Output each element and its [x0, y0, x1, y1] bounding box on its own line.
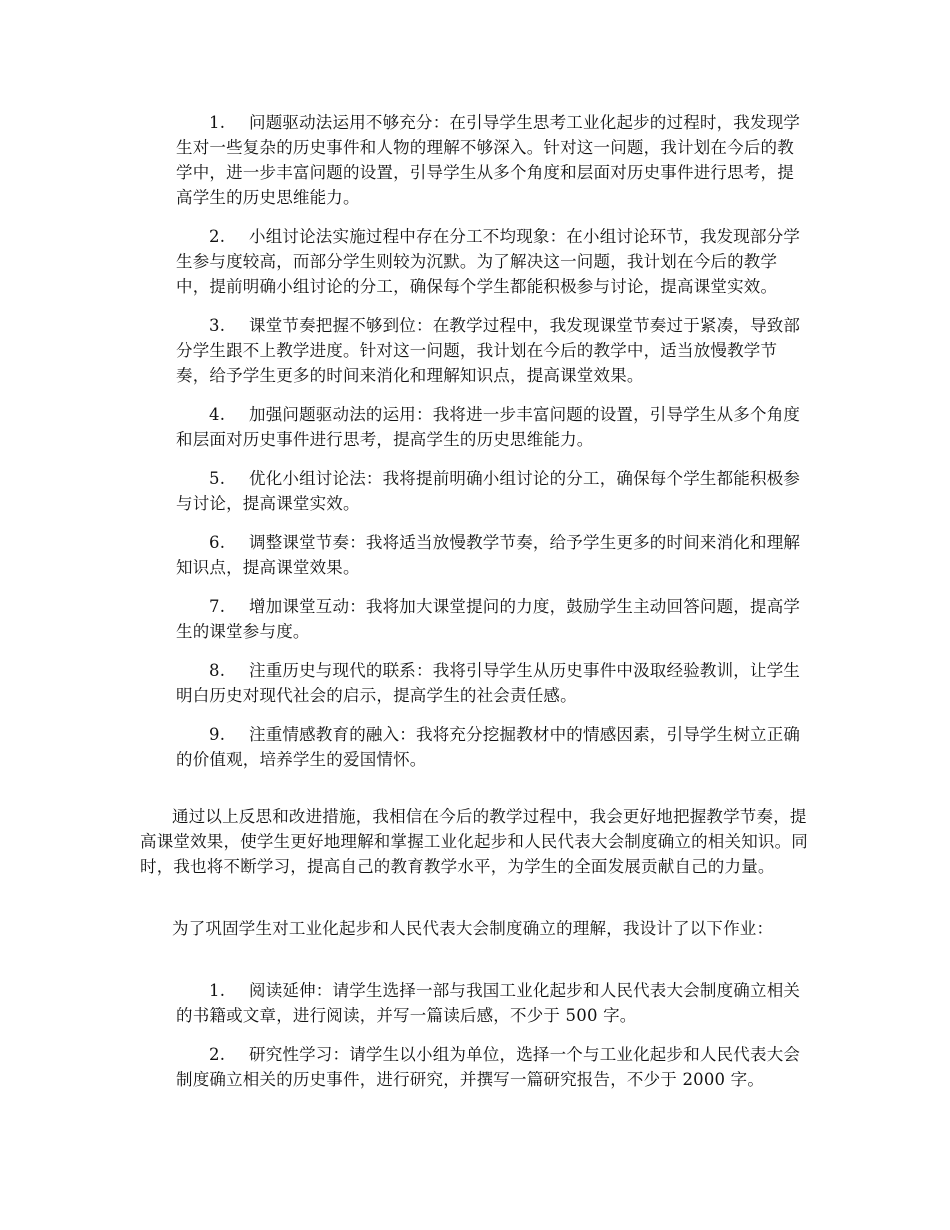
item-text: 增加课堂互动：我将加大课堂提问的力度，鼓励学生主动回答问题，提高学生的课堂参与度。 [176, 597, 801, 641]
item-text: 研究性学习：请学生以小组为单位，选择一个与工业化起步和人民代表大会制度确立相关的历史事件，进行研究，并撰写一篇研究报告，不少于 2000 字。 [176, 1045, 801, 1089]
item-number: 6. [209, 533, 226, 552]
item-text: 课堂节奏把握不够到位：在教学过程中，我发现课堂节奏过于紧凑，导致部分学生跟不上教学进度。针对这一问题，我计划在今后的教学中，适当放慢教学节奏，给予学生更多的时间来消化和理解知识点，提高课堂效果。 [176, 316, 801, 385]
item-number: 2. [209, 227, 226, 246]
list-item [176, 402, 810, 452]
item-number: 9. [209, 725, 226, 744]
item-number: 2. [209, 1045, 226, 1064]
item-text: 调整课堂节奏：我将适当放慢教学节奏，给予学生更多的时间来消化和理解知识点，提高课堂效果。 [176, 533, 801, 577]
homework-intro-paragraph: 为了巩固学生对工业化起步和人民代表大会制度确立的理解，我设计了以下作业： [172, 919, 774, 938]
list-item [176, 313, 810, 388]
list-item [176, 722, 810, 772]
list-item [176, 594, 810, 644]
item-text: 阅读延伸：请学生选择一部与我国工业化起步和人民代表大会制度确立相关的书籍或文章，进行阅读，并写一篇读后感，不少于 500 字。 [176, 981, 801, 1025]
list-item [176, 466, 810, 516]
list-item [176, 1042, 810, 1092]
item-text: 优化小组讨论法：我将提前明确小组讨论的分工，确保每个学生都能积极参与讨论，提高课堂实效。 [176, 469, 801, 513]
item-text: 加强问题驱动法的运用：我将进一步丰富问题的设置，引导学生从多个角度和层面对历史事件进行思考，提高学生的历史思维能力。 [176, 405, 801, 449]
list-item [176, 530, 810, 580]
item-number: 3. [209, 316, 226, 335]
homework-list [176, 978, 810, 1106]
reflection-list [176, 110, 810, 786]
item-text: 问题驱动法运用不够充分：在引导学生思考工业化起步的过程时，我发现学生对一些复杂的历史事件和人物的理解不够深入。针对这一问题，我计划在今后的教学中，进一步丰富问题的设置，引导学生从多个角度和层面对历史事件进行思考，提高学生的历史思维能力。 [176, 113, 801, 207]
item-number: 7. [209, 597, 226, 616]
list-item [176, 978, 810, 1028]
item-number: 4. [209, 405, 226, 424]
item-number: 1. [209, 981, 226, 1000]
item-number: 8. [209, 661, 226, 680]
conclusion-paragraph: 通过以上反思和改进措施，我相信在今后的教学过程中，我会更好地把握教学节奏，提高课堂效果，使学生更好地理解和掌握工业化起步和人民代表大会制度确立的相关知识。同时，我也将不断学习，提高自己的教育教学水平，为学生的全面发展贡献自己的力量。 [140, 807, 808, 876]
list-item [176, 224, 810, 299]
item-text: 小组讨论法实施过程中存在分工不均现象：在小组讨论环节，我发现部分学生参与度较高，而部分学生则较为沉默。为了解决这一问题，我计划在今后的教学中，提前明确小组讨论的分工，确保每个学生都能积极参与讨论，提高课堂实效。 [176, 227, 801, 296]
item-number: 5. [209, 469, 226, 488]
list-item [176, 658, 810, 708]
item-number: 1. [209, 113, 226, 132]
item-text: 注重历史与现代的联系：我将引导学生从历史事件中汲取经验教训，让学生明白历史对现代社会的启示，提高学生的社会责任感。 [176, 661, 801, 705]
item-text: 注重情感教育的融入：我将充分挖掘教材中的情感因素，引导学生树立正确的价值观，培养学生的爱国情怀。 [176, 725, 801, 769]
list-item [176, 110, 810, 210]
